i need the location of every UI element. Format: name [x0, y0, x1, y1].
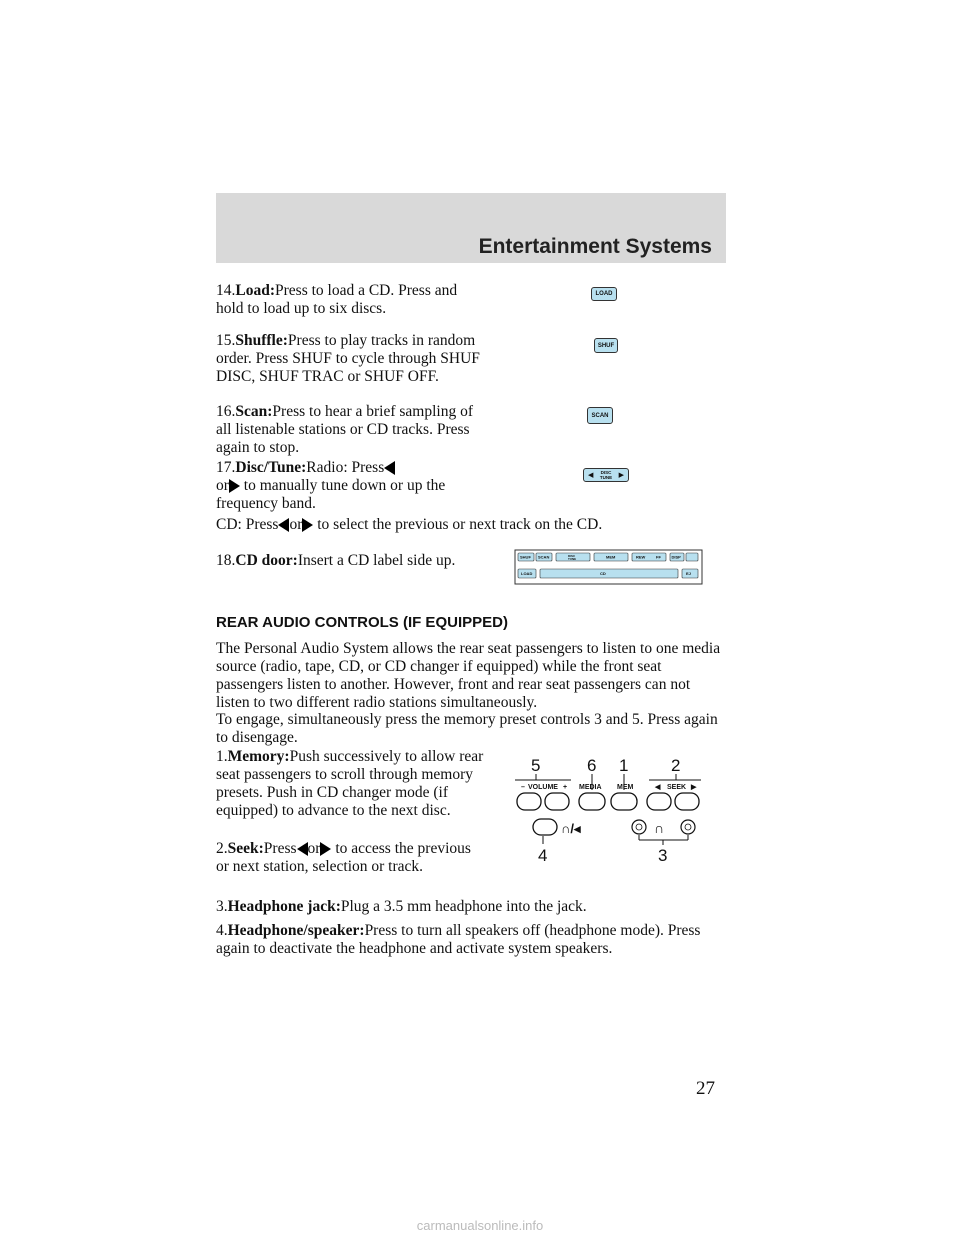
panel-load-label: LOAD: [521, 571, 533, 576]
left-arrow-icon: [384, 461, 395, 475]
item-scan: 16.Scan:Press to hear a brief sampling of all listenable stations or CD tracks. Press again to stop.: [216, 403, 474, 456]
rear-item-seek: 2.Seek:Press or to access the previous or next station, selection or track.: [216, 840, 471, 875]
page-number: 27: [696, 1078, 715, 1099]
rear-audio-heading: REAR AUDIO CONTROLS (IF EQUIPPED): [216, 614, 508, 631]
rear-engage-paragraph: To engage, simultaneously press the memory preset controls 3 and 5. Press again to disengage.: [216, 711, 718, 746]
media-label: MEDIA: [579, 784, 602, 791]
scan-button-illustration: SCAN: [587, 407, 613, 424]
shuf-button-illustration: SHUF: [594, 338, 618, 353]
seek-right-icon: ▶: [691, 784, 697, 791]
item-cd-door: 18.CD door:Insert a CD label side up.: [216, 552, 456, 569]
load-button-illustration: LOAD: [591, 287, 617, 301]
panel-scan-label: SCAN: [538, 554, 550, 560]
volume-plus-label: +: [563, 784, 568, 791]
panel-disp-label: DISP: [671, 554, 681, 560]
panel-shuf-label: SHUF: [520, 554, 531, 560]
left-arrow-icon: ◀: [588, 471, 594, 479]
left-arrow-icon: [297, 842, 308, 856]
right-arrow-icon: ▶: [618, 471, 624, 479]
mem-label: MEM: [617, 784, 634, 791]
panel-tune-label: TUNE: [568, 557, 577, 561]
watermark-footer: carmanualsonline.info: [416, 1218, 544, 1233]
right-arrow-icon: [229, 479, 240, 493]
seek-label: SEEK: [667, 784, 687, 791]
callout-3: 3: [658, 846, 668, 865]
right-arrow-icon: [320, 842, 331, 856]
callout-2: 2: [671, 756, 681, 775]
callout-5: 5: [531, 756, 541, 775]
left-arrow-icon: [278, 518, 289, 532]
volume-minus-label: –: [521, 784, 525, 791]
panel-ej-label: EJ: [686, 571, 691, 576]
section-title: Entertainment Systems: [478, 235, 712, 258]
disc-tune-button-illustration: ◀ DISC TUNE ▶: [583, 468, 629, 482]
rear-item-memory: 1.Memory:Push successively to allow rear seat passengers to scroll through memory presets. Push in CD changer mode (if equipped) to advance to the next disc.: [216, 748, 484, 819]
rear-item-headphone-speaker: 4.Headphone/speaker:Press to turn all speakers off (headphone mode). Press again to deactivate the headphone and activate system speakers.: [216, 922, 701, 957]
seek-left-icon: ◀: [655, 784, 661, 791]
callout-4: 4: [538, 846, 548, 865]
rear-intro-paragraph: The Personal Audio System allows the rear seat passengers to listen to one media source (radio, tape, CD, or CD changer if equipped) while the front seat passengers listen to another. However, front and rear seat passengers can not listen to two different radio stations simultaneously.: [216, 640, 721, 711]
panel-mem-label: MEM: [606, 554, 616, 560]
section-header: [216, 193, 726, 263]
item-disc-tune-cd: CD: Press or to select the previous or next track on the CD.: [216, 516, 603, 533]
headphone-icon: ∩: [654, 820, 665, 836]
callout-1: 1: [619, 756, 629, 775]
item-load: 14.Load:Press to load a CD. Press and hold to load up to six discs.: [216, 282, 458, 317]
item-shuffle: 15.Shuffle:Press to play tracks in random order. Press SHUF to cycle through SHUF DISC, SHUF TRAC or SHUF OFF.: [216, 332, 480, 385]
panel-cd-label: CD: [600, 571, 606, 576]
rear-item-headphone-jack: 3.Headphone jack:Plug a 3.5 mm headphone into the jack.: [216, 898, 587, 915]
volume-label: VOLUME: [528, 784, 558, 791]
headphone-speaker-icon: ∩/◂: [561, 821, 581, 836]
callout-6: 6: [587, 756, 597, 775]
rear-controls-diagram: [505, 748, 715, 868]
panel-disc-label: DISC: [568, 554, 576, 558]
panel-rew-label: REW: [636, 554, 646, 560]
right-arrow-icon: [302, 518, 313, 532]
item-disc-tune: 17.Disc/Tune:Radio: Press or to manually tune down or up the frequency band.: [216, 459, 446, 512]
panel-ff-label: FF: [656, 554, 661, 560]
cd-panel-illustration: [514, 549, 704, 585]
